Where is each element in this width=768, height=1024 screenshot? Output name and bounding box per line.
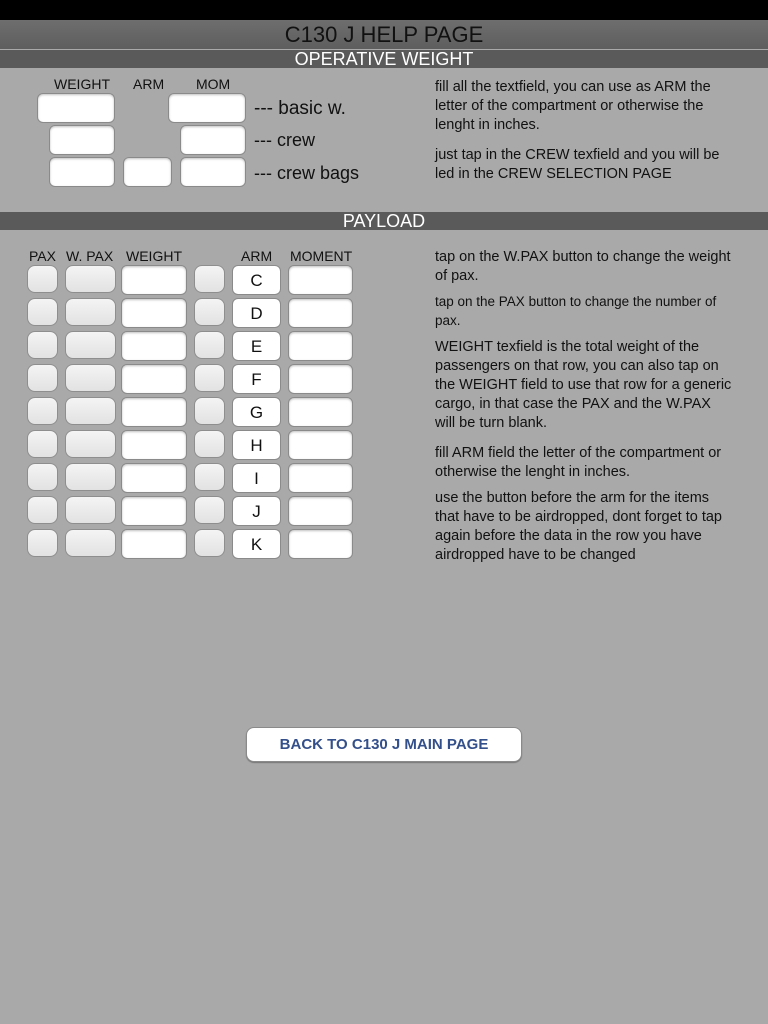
weight-field[interactable]	[121, 430, 187, 460]
moment-field[interactable]	[288, 298, 353, 328]
wpax-column-header: W. PAX	[66, 248, 114, 264]
wpax-button[interactable]	[65, 430, 116, 458]
payload-header: PAYLOAD	[0, 212, 768, 230]
airdrop-button[interactable]	[194, 463, 225, 491]
pax-column-header: PAX	[29, 248, 56, 264]
op-arm-column-header: ARM	[133, 76, 165, 92]
weight-field[interactable]	[121, 496, 187, 526]
payload-help-text-2: tap on the PAX button to change the number of pax.	[435, 294, 717, 328]
wpax-button[interactable]	[65, 364, 116, 392]
arm-field[interactable]: J	[232, 496, 281, 526]
weight-field[interactable]	[121, 364, 187, 394]
weight-field[interactable]	[121, 298, 187, 328]
airdrop-button[interactable]	[194, 529, 225, 557]
moment-field[interactable]	[288, 529, 353, 559]
wpax-button[interactable]	[65, 331, 116, 359]
wpax-button[interactable]	[65, 463, 116, 491]
moment-field[interactable]	[288, 265, 353, 295]
wpax-button[interactable]	[65, 397, 116, 425]
payload-help-text-3: WEIGHT texfield is the total weight of the passengers on that row, you can also tap on the WEIGHT field to use that row for a generic cargo, in that case the PAX and the W.PAX will be turn blank.	[435, 339, 732, 431]
status-bar	[0, 0, 768, 20]
moment-column-header: MOMENT	[290, 248, 353, 264]
weight-field[interactable]	[121, 463, 187, 493]
operative-help-text-2: just tap in the CREW texfield and you will be led in the CREW SELECTION PAGE	[435, 147, 720, 182]
weight-column-header: WEIGHT	[126, 248, 182, 264]
pax-button[interactable]	[27, 265, 58, 293]
payload-help-text-5: use the button before the arm for the items that have to be airdropped, dont forget to tap again before the data in the row you have airdropped have to be changed	[435, 490, 722, 563]
crew-weight-field[interactable]	[49, 125, 115, 155]
pax-button[interactable]	[27, 331, 58, 359]
moment-field[interactable]	[288, 496, 353, 526]
arm-field[interactable]: D	[232, 298, 281, 328]
airdrop-button[interactable]	[194, 331, 225, 359]
arm-field[interactable]: G	[232, 397, 281, 427]
wpax-button[interactable]	[65, 298, 116, 326]
payload-help-text-4: fill ARM field the letter of the compartment or otherwise the lenght in inches.	[435, 445, 722, 480]
basic-weight-field[interactable]	[37, 93, 115, 123]
arm-field[interactable]: E	[232, 331, 281, 361]
crew-mom-field[interactable]	[180, 125, 246, 155]
weight-field[interactable]	[121, 529, 187, 559]
arm-field[interactable]: C	[232, 265, 281, 295]
crew-bags-arm-field[interactable]	[123, 157, 172, 187]
wpax-button[interactable]	[65, 496, 116, 524]
wpax-button[interactable]	[65, 265, 116, 293]
arm-field[interactable]: H	[232, 430, 281, 460]
crew-bags-mom-field[interactable]	[180, 157, 246, 187]
back-to-main-page-button[interactable]: BACK TO C130 J MAIN PAGE	[246, 727, 522, 762]
pax-button[interactable]	[27, 364, 58, 392]
arm-field[interactable]: K	[232, 529, 281, 559]
weight-field[interactable]	[121, 397, 187, 427]
airdrop-button[interactable]	[194, 397, 225, 425]
arm-field[interactable]: F	[232, 364, 281, 394]
operative-help-text-1: fill all the textfield, you can use as ARM the letter of the compartment or otherwise the lenght in inches.	[435, 79, 711, 133]
wpax-button[interactable]	[65, 529, 116, 557]
pax-button[interactable]	[27, 397, 58, 425]
pax-button[interactable]	[27, 496, 58, 524]
airdrop-button[interactable]	[194, 298, 225, 326]
pax-button[interactable]	[27, 529, 58, 557]
pax-button[interactable]	[27, 463, 58, 491]
op-mom-column-header: MOM	[196, 76, 231, 92]
moment-field[interactable]	[288, 364, 353, 394]
airdrop-button[interactable]	[194, 496, 225, 524]
crew-bags-label: --- crew bags	[254, 163, 360, 183]
arm-column-header: ARM	[241, 248, 273, 264]
airdrop-button[interactable]	[194, 364, 225, 392]
airdrop-button[interactable]	[194, 430, 225, 458]
basic-weight-label: --- basic w.	[254, 98, 346, 119]
operative-weight-header: OPERATIVE WEIGHT	[0, 50, 768, 68]
moment-field[interactable]	[288, 331, 353, 361]
weight-field[interactable]	[121, 331, 187, 361]
pax-button[interactable]	[27, 430, 58, 458]
airdrop-button[interactable]	[194, 265, 225, 293]
moment-field[interactable]	[288, 463, 353, 493]
moment-field[interactable]	[288, 430, 353, 460]
arm-field[interactable]: I	[232, 463, 281, 493]
payload-help-text-1: tap on the W.PAX button to change the weight of pax.	[435, 249, 731, 284]
basic-mom-field[interactable]	[168, 93, 246, 123]
crew-label: --- crew	[254, 130, 315, 150]
weight-field[interactable]	[121, 265, 187, 295]
pax-button[interactable]	[27, 298, 58, 326]
crew-bags-weight-field[interactable]	[49, 157, 115, 187]
moment-field[interactable]	[288, 397, 353, 427]
op-weight-column-header: WEIGHT	[54, 76, 110, 92]
page-title: C130 J HELP PAGE	[0, 20, 768, 49]
